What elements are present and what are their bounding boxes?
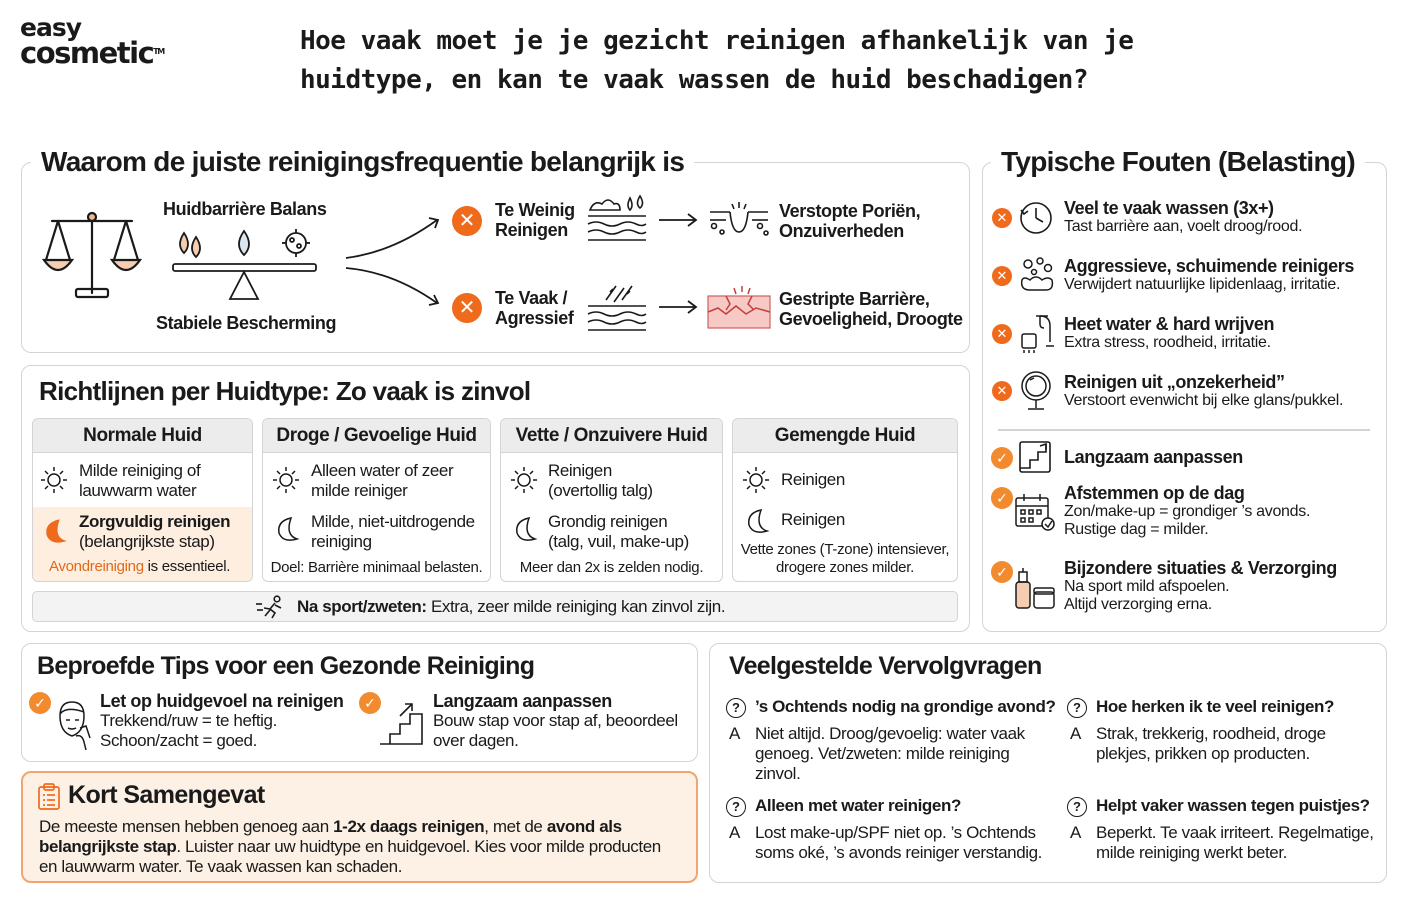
- guidelines-title: Richtlijnen per Huidtype: Zo vaak is zinvol: [39, 376, 531, 406]
- evening-text: [311, 512, 475, 552]
- evening-text: [548, 512, 689, 552]
- good-item: [1064, 558, 1337, 614]
- skin-layers-dirt-icon: [586, 194, 648, 246]
- morning-line: milde reiniger: [311, 481, 408, 500]
- good-desc: Altijd verzorging erna.: [1064, 596, 1212, 613]
- branch-arrows-icon: [343, 212, 443, 308]
- summary-title: Kort Samengevat: [68, 781, 265, 809]
- answer-marker: A: [729, 823, 740, 842]
- skin-type-head: Vette / Onzuivere Huid: [501, 419, 722, 453]
- evening-line: (talg, vuil, make-up): [548, 532, 689, 551]
- faq-question: Alleen met water reinigen?: [755, 796, 961, 815]
- logo-line-1: easy: [20, 13, 82, 42]
- good-check-icon: ✓: [991, 561, 1013, 583]
- summary-bold: belangrijkste stap: [39, 837, 177, 856]
- stripped-barrier-label: [779, 289, 963, 329]
- too-much-label: [495, 288, 573, 328]
- stripped-barrier-line-1: Gestripte Barrière,: [779, 289, 930, 309]
- running-icon: [255, 595, 289, 619]
- good-title: Langzaam aanpassen: [1064, 447, 1243, 467]
- steps-up-icon: [1018, 440, 1052, 474]
- page-title: [300, 22, 1200, 100]
- faq-answer-line: Lost make-up/SPF niet op. ’s Ochtends: [755, 823, 1036, 842]
- mistake-x-icon: ✕: [992, 324, 1012, 344]
- question-icon: ?: [1067, 698, 1087, 718]
- faq-answer-line: soms oké, ’s avonds reiniger verstandig.: [755, 843, 1043, 862]
- note-line: drogere zones milder.: [776, 559, 914, 576]
- note-rest: is essentieel.: [143, 558, 231, 575]
- sport-note-bold: Na sport/zweten:: [297, 597, 427, 616]
- mirror-icon: [1018, 370, 1056, 412]
- mistake-item: [1064, 314, 1274, 352]
- face-touch-icon: [52, 698, 92, 750]
- evening-row-highlight: [33, 507, 252, 582]
- evening-text: [79, 512, 230, 552]
- foam-bubbles-icon: [1018, 256, 1056, 294]
- note-line: Vette zones (T-zone) intensiever,: [740, 541, 950, 558]
- morning-line: Milde reiniging of: [79, 461, 201, 480]
- balance-seesaw-icon: [172, 225, 318, 303]
- tip-title: Let op huidgevoel na reinigen: [100, 691, 344, 711]
- summary-part: , met de: [484, 817, 547, 836]
- morning-text: Reinigen: [781, 470, 845, 489]
- answer-marker: A: [729, 724, 740, 743]
- sport-note-rest: Extra, zeer milde reiniging kan zinvol zijn.: [426, 597, 726, 616]
- moon-icon: [743, 507, 771, 537]
- too-much-line-1: Te Vaak /: [495, 288, 568, 308]
- arrow-right-icon-2: [657, 297, 699, 317]
- evening-line: Milde, niet-uitdrogende: [311, 512, 475, 531]
- tip-check-icon: ✓: [29, 692, 51, 714]
- faq-answer-line: Beperkt. Te vaak irriteert. Regelmatige,: [1096, 823, 1374, 842]
- mistake-item: [1064, 256, 1354, 294]
- morning-line: lauwwarm water: [79, 481, 197, 500]
- care-products-icon: [1012, 566, 1058, 612]
- mistake-item: [1064, 198, 1302, 236]
- morning-line: (overtollig talg): [548, 481, 653, 500]
- evening-line: reiniging: [311, 532, 372, 551]
- good-desc: Zon/make-up = grondiger ’s avonds.: [1064, 503, 1311, 520]
- scrubbed-skin-icon: [586, 282, 648, 334]
- faq-answer-line: zinvol.: [755, 764, 801, 783]
- scale-icon: [42, 205, 142, 305]
- too-little-line-1: Te Weinig: [495, 200, 575, 220]
- column-note: Doel: Barrière minimaal belasten.: [270, 559, 483, 576]
- moon-icon: [273, 515, 301, 545]
- skin-type-card-dry: [262, 418, 491, 582]
- mistake-desc: Verwijdert natuurlijke lipidenlaag, irritatie.: [1064, 276, 1341, 293]
- faq-answer-line: plekjes, prikken op producten.: [1096, 744, 1310, 763]
- clipboard-icon: [37, 783, 63, 811]
- good-check-icon: ✓: [991, 447, 1013, 469]
- moon-icon: [41, 517, 69, 547]
- sun-icon: [741, 465, 771, 495]
- evening-line: Zorgvuldig reinigen: [79, 512, 231, 531]
- sport-note-text: [297, 597, 725, 617]
- too-little-label: [495, 200, 575, 240]
- skin-type-card-oily: [500, 418, 723, 582]
- evening-line: Grondig reinigen: [548, 512, 668, 531]
- balance-label: Huidbarrière Balans: [163, 199, 327, 219]
- column-note: Meer dan 2x is zelden nodig.: [519, 559, 704, 576]
- skin-type-head: Gemengde Huid: [733, 419, 957, 453]
- page-title-line-2: huidtype, en kan te vaak wassen de huid beschadigen?: [300, 65, 1088, 95]
- why-panel-title: Waarom de juiste reinigingsfrequentie belangrijk is: [31, 146, 694, 178]
- morning-line: Reinigen: [548, 461, 612, 480]
- summary-box: [21, 771, 698, 883]
- summary-text: [39, 817, 689, 877]
- good-check-icon: ✓: [991, 487, 1013, 509]
- mistake-desc: Verstoort evenwicht bij elke glans/pukkel.: [1064, 392, 1344, 409]
- faq-answer: [755, 823, 1042, 863]
- skin-type-head: Droge / Gevoelige Huid: [263, 419, 490, 453]
- question-icon: ?: [726, 698, 746, 718]
- clogged-pores-line-1: Verstopte Poriën,: [779, 201, 921, 221]
- good-desc: Na sport mild afspoelen.: [1064, 578, 1230, 595]
- faq-question: Hoe herken ik te veel reinigen?: [1096, 697, 1334, 716]
- mistake-x-icon: ✕: [992, 381, 1012, 401]
- too-little-line-2: Reinigen: [495, 220, 568, 240]
- morning-text: [79, 461, 200, 501]
- question-icon: ?: [1067, 797, 1087, 817]
- staircase-icon: [378, 700, 424, 746]
- stable-protection-label: Stabiele Bescherming: [156, 313, 337, 333]
- tip-item: [433, 691, 678, 751]
- hot-water-tap-icon: [1018, 312, 1056, 354]
- morning-text: [548, 461, 653, 501]
- sun-icon: [271, 465, 301, 495]
- mistake-title: Veel te vaak wassen (3x+): [1064, 198, 1274, 218]
- summary-bold: 1-2x daags reinigen: [333, 817, 485, 836]
- summary-part: . Luister naar uw huidtype en huidgevoel. Kies voor milde producten: [176, 837, 661, 856]
- divider: [998, 429, 1370, 431]
- faq-answer-line: genoeg. Vet/zweten: milde reiniging: [755, 744, 1010, 763]
- faq-title: Veelgestelde Vervolgvragen: [729, 652, 1042, 680]
- good-title: Bijzondere situaties & Verzorging: [1064, 558, 1337, 578]
- mistake-title: Aggressieve, schuimende reinigers: [1064, 256, 1354, 276]
- skin-type-card-combination: [732, 418, 958, 582]
- summary-part: De meeste mensen hebben genoeg aan: [39, 817, 334, 836]
- too-little-x-icon: ✕: [452, 206, 482, 236]
- logo-line-2: cosmetic: [20, 35, 154, 70]
- note-highlight: Avondreiniging: [49, 558, 144, 575]
- mistake-title: Heet water & hard wrijven: [1064, 314, 1275, 334]
- faq-question: Helpt vaker wassen tegen puistjes?: [1096, 796, 1370, 815]
- faq-answer-line: milde reiniging werkt beter.: [1096, 843, 1288, 862]
- faq-answer: [755, 724, 1025, 784]
- sun-icon: [39, 465, 69, 495]
- moon-icon: [511, 515, 539, 545]
- brand-logo: [20, 13, 180, 70]
- evening-line: (belangrijkste stap): [79, 532, 215, 551]
- tip-line: Bouw stap voor stap af, beoordeel: [433, 711, 678, 730]
- stripped-barrier-icon: [706, 284, 772, 332]
- clogged-pores-icon: [706, 198, 772, 244]
- tip-line: over dagen.: [433, 731, 519, 750]
- faq-answer: [1096, 724, 1326, 764]
- clogged-pores-label: [779, 201, 920, 241]
- mistake-title: Reinigen uit „onzekerheid”: [1064, 372, 1285, 392]
- tip-check-icon: ✓: [359, 692, 381, 714]
- morning-text: [311, 461, 453, 501]
- faq-answer-line: Niet altijd. Droog/gevoelig: water vaak: [755, 724, 1025, 743]
- mistake-desc: Extra stress, roodheid, irritatie.: [1064, 334, 1271, 351]
- good-desc: Rustige dag = milder.: [1064, 521, 1209, 538]
- calendar-icon: [1014, 492, 1056, 532]
- evening-text: Reinigen: [781, 510, 845, 529]
- answer-marker: A: [1070, 724, 1081, 743]
- sport-note-bar: [32, 591, 958, 622]
- faq-answer: [1096, 823, 1374, 863]
- faq-question: ’s Ochtends nodig na grondige avond?: [755, 697, 1056, 716]
- tip-title: Langzaam aanpassen: [433, 691, 612, 711]
- morning-line: Alleen water of zeer: [311, 461, 454, 480]
- column-note: [49, 558, 230, 576]
- summary-bold: avond als: [546, 817, 622, 836]
- tip-line: Trekkend/ruw = te heftig.: [100, 711, 277, 730]
- mistake-x-icon: ✕: [992, 208, 1012, 228]
- page-title-line-1: Hoe vaak moet je je gezicht reinigen afhankelijk van je: [300, 26, 1134, 56]
- clock-icon: [1018, 200, 1054, 236]
- summary-part: en lauwwarm water. Te vaak wassen kan schaden.: [39, 857, 403, 876]
- good-title: Afstemmen op de dag: [1064, 483, 1245, 503]
- good-item: [1064, 483, 1310, 539]
- skin-type-card-normal: [32, 418, 253, 582]
- stripped-barrier-line-2: Gevoeligheid, Droogte: [779, 309, 963, 329]
- mistake-x-icon: ✕: [992, 266, 1012, 286]
- tips-title: Beproefde Tips voor een Gezonde Reiniging: [37, 652, 535, 680]
- faq-answer-line: Strak, trekkerig, roodheid, droge: [1096, 724, 1326, 743]
- question-icon: ?: [726, 797, 746, 817]
- column-note: [733, 541, 957, 577]
- answer-marker: A: [1070, 823, 1081, 842]
- arrow-right-icon: [657, 210, 699, 230]
- mistake-item: [1064, 372, 1343, 410]
- mistake-desc: Tast barrière aan, voelt droog/rood.: [1064, 218, 1303, 235]
- skin-type-head: Normale Huid: [33, 419, 252, 453]
- tip-line: Schoon/zacht = goed.: [100, 731, 257, 750]
- clogged-pores-line-2: Onzuiverheden: [779, 221, 904, 241]
- too-much-x-icon: ✕: [452, 293, 482, 323]
- logo-trademark: TM: [153, 46, 164, 56]
- too-much-line-2: Agressief: [495, 308, 574, 328]
- morning-row: [33, 455, 252, 509]
- tip-item: [100, 691, 343, 751]
- mistakes-panel-title: Typische Fouten (Belasting): [991, 146, 1365, 178]
- sun-icon: [509, 465, 539, 495]
